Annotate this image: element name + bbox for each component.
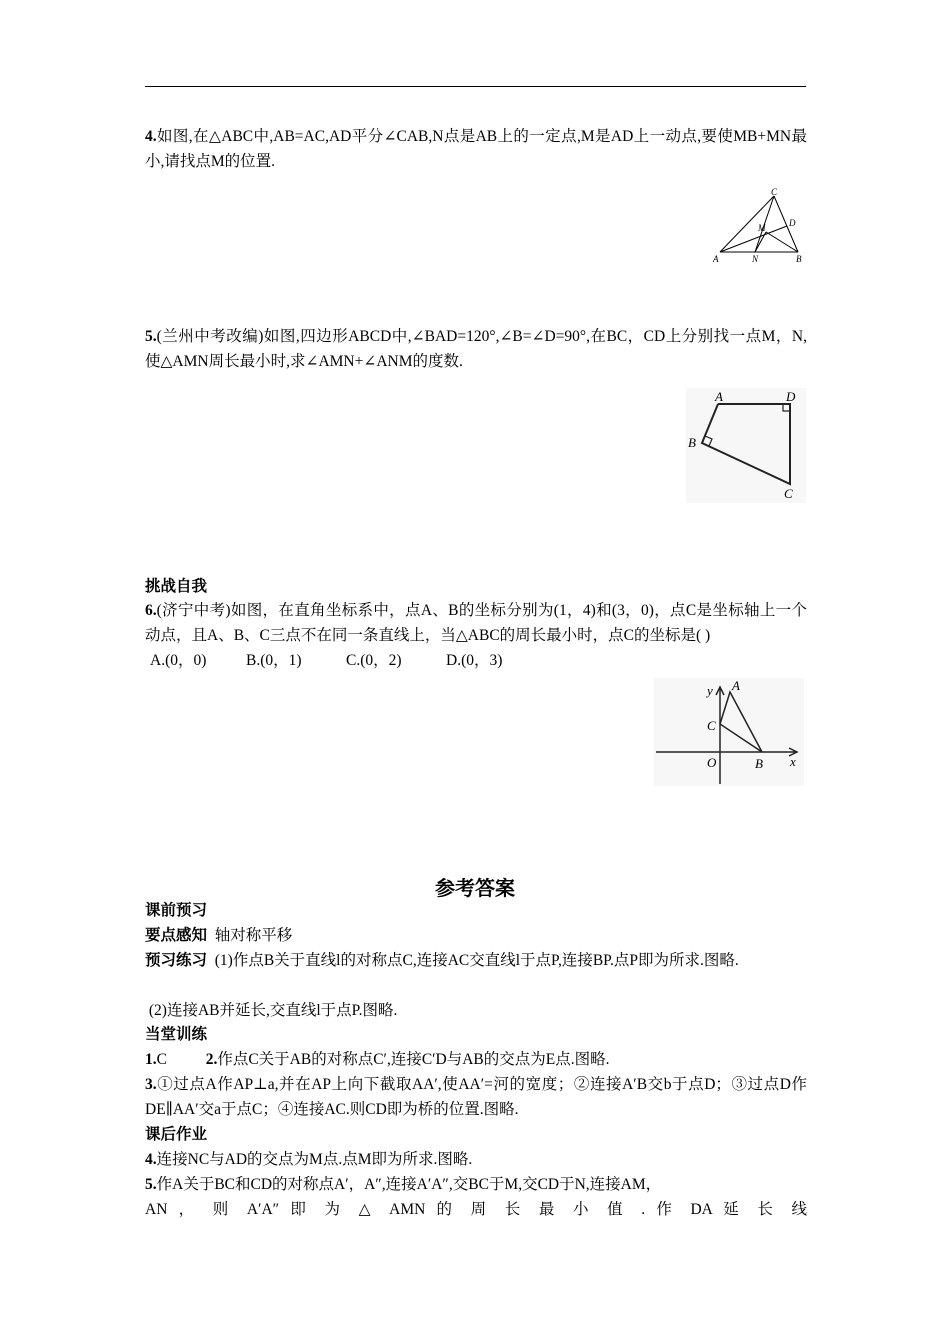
figure-quadrilateral-abcd	[686, 388, 806, 503]
label-x: x	[790, 754, 796, 769]
answer-preview-exercise-1: 预习练习 (1)作点B关于直线l的对称点C,连接AC交直线l于点P,连接BP.点P即为所求.图略.	[145, 952, 739, 969]
figure-coordinate-plane	[654, 678, 804, 786]
label-m: M	[758, 223, 766, 233]
label-d: D	[789, 218, 796, 228]
label-o: O	[707, 755, 717, 770]
label-d: D	[786, 389, 796, 404]
label-c: C	[707, 718, 716, 733]
label-c: C	[784, 486, 793, 501]
answers-title: 参考答案	[435, 878, 515, 900]
label-n: N	[752, 254, 759, 264]
challenge-heading: 挑战自我	[145, 578, 208, 595]
label-b: B	[688, 435, 696, 450]
option-c: C.(0，2)	[346, 652, 402, 669]
question-6: 6.(济宁中考)如图，在直角坐标系中，点A、B的坐标分别为(1，4)和(3，0)，点C是坐标轴上一个动点，且A、B、C三点不在同一条直线上，当△ABC的周长最小时，点C的坐标是( )	[145, 602, 807, 644]
label-a: A	[715, 389, 723, 404]
section-preview-heading: 课前预习	[145, 902, 208, 919]
answer-inclass-1-2: 1.C 2.作点C关于AB的对称点C′,连接C′D与AB的交点为E点.图略.	[145, 1051, 610, 1068]
answer-homework-5-line1: 5.作A关于BC和CD的对称点A′，A″,连接A′A″,交BC于M,交CD于N,连接AM，	[145, 1176, 662, 1193]
figure-triangle-abc	[708, 186, 808, 266]
label-a: A	[732, 678, 740, 693]
answer-preview-exercise-2: (2)连接AB并延长,交直线l于点P.图略.	[148, 1002, 398, 1019]
section-inclass-heading: 当堂训练	[145, 1026, 208, 1043]
label-a: A	[713, 254, 719, 264]
label-b: B	[796, 254, 802, 264]
option-d: D.(0，3)	[446, 652, 503, 669]
answer-key-points: 要点感知 轴对称平移	[145, 927, 293, 944]
question-5: 5.(兰州中考改编)如图,四边形ABCD中,∠BAD=120°,∠B=∠D=90°,在BC，CD上分别找一点M，N,使△AMN周长最小时,求∠AMN+∠ANM的度数.	[145, 328, 807, 370]
option-a: A.(0，0)	[150, 652, 207, 669]
header-rule	[145, 86, 806, 87]
answer-homework-4: 4.连接NC与AD的交点为M点.点M即为所求.图略.	[145, 1151, 473, 1168]
label-b: B	[755, 756, 763, 771]
answer-homework-5-line2: AN ， 则 A′A″ 即 为 △ AMN 的 周 长 最 小 值 . 作 DA 延 长 线	[145, 1201, 807, 1218]
question-4: 4.如图,在△ABC中,AB=AC,AD平分∠CAB,N点是AB上的一定点,M是AD上一动点,要使MB+MN最小,请找点M的位置.	[145, 128, 807, 170]
option-b: B.(0，1)	[246, 652, 302, 669]
answer-inclass-3: 3.①过点A作AP⊥a,并在AP上向下截取AA′,使AA′=河的宽度；②连接A′B交b于点D；③过点D作DE∥AA′交a于点C；④连接AC.则CD即为桥的位置.图略.	[145, 1076, 807, 1118]
label-y: y	[707, 683, 713, 698]
section-homework-heading: 课后作业	[145, 1126, 208, 1143]
label-c: C	[771, 187, 778, 197]
